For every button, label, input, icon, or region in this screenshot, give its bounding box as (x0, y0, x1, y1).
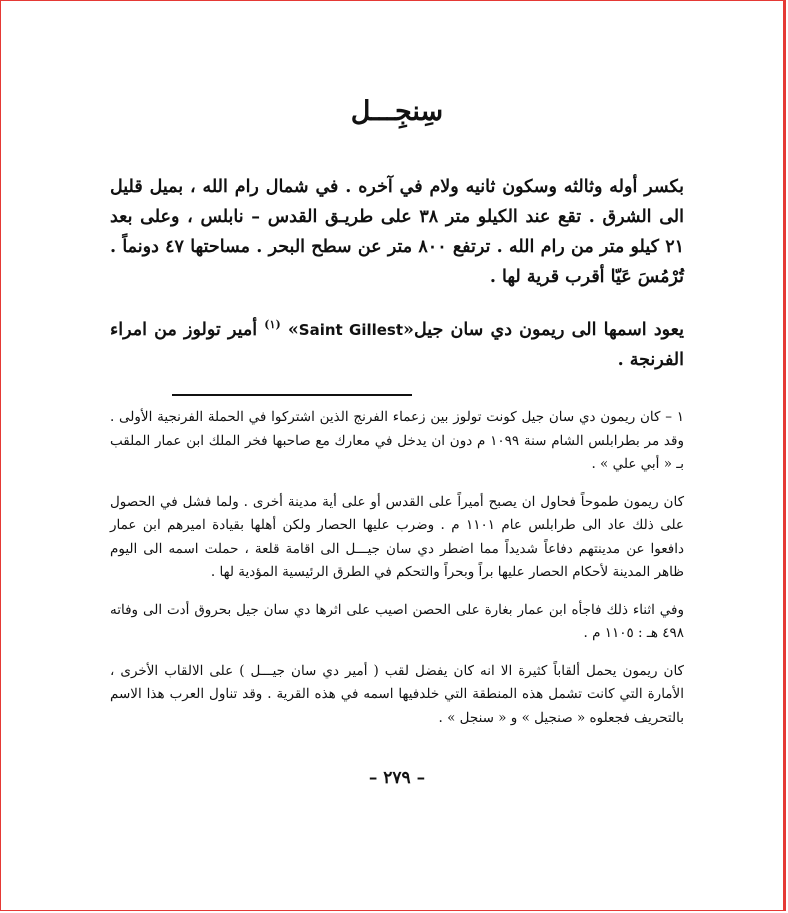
name-origin-paragraph (110, 310, 684, 375)
origin-latin-name: Saint Gillest (298, 320, 404, 339)
intro-paragraph (110, 172, 684, 292)
intro-text: بكسر أوله وثالثه وسكون ثانيه ولام في آخره . في شمال رام الله ، بميل قليل الى الشرق . تقع عند الكيلو متر ٣٨ على طريـق القدس – نابلس ، وعلى بعد ٢١ كيلو متر من رام الله . ترتفع ٨٠٠ متر عن سطح البحر . مساحتها ٤٧ دونماً . تُرْمُسَ عَيّا أقرب قرية لها . (110, 177, 685, 287)
footnote-paragraph: وفي اثناء ذلك فاجأه ابن عمار بغارة على الحصن اصيب على اثرها دي سان جيل بحروق أدت الى وفاته ٤٩٨ هـ : ١١٠٥ م . (110, 601, 684, 641)
page-border-right (783, 0, 786, 911)
footnotes (110, 406, 684, 744)
document-page (110, 0, 684, 913)
footnote-separator (172, 394, 412, 396)
footnote-paragraph: كان ريمون يحمل ألقاباً كثيرة الا انه كان يفضل لقب ( أمير دي سان جيـــل ) على الالقاب الأخرى ، الأمارة التي كانت تشمل هذه المنطقة التي خلدفيها اسمه في هذه القرية . وقد تناول العرب هذا الاسم بالتحريف فجعلوه « صنجيل » و « سنجل » . (110, 662, 684, 726)
footnote-paragraph: ١ – كان ريمون دي سان جيل كونت تولوز بين زعماء الفرنج الذين اشتركوا في الحملة الفرنجية الأولى . وقد مر بطرابلس الشام سنة ١٠٩٩ م دون ان يدخل في معارك مع صاحبها فخر الملك ابن عمار الملقب بـ « أبي علي » . (110, 409, 684, 472)
origin-text-after: أمير تولوز من امراء الفرنجة . (110, 319, 684, 370)
page-title: سِنجِـــل (350, 96, 444, 127)
page-number: – ٢٧٩ – (368, 768, 426, 788)
footnote-marker: (١) (264, 318, 281, 331)
origin-text-before: يعود اسمها الى ريمون دي سان جيل« (403, 319, 684, 340)
footnote-paragraph: كان ريمون طموحاً فحاول ان يصبح أميراً على القدس أو على أية مدينة أخرى . ولما فشل في الحصول على ذلك عاد الى طرابلس عام ١١٠١ م . وضرب عليها الحصار ولكن أهلها بقيادة اميرهم ابن عمار دافعوا عن مدينتهم دفاعاً شديداً مما اضطر دي سان جيـــل الى اقامة قلعة ، حملت اسمه الى اليوم ظاهر المدينة لأحكام الحصار عليها براً وبحراً والتحكم في الطرق الرئيسية المؤدية لها . (110, 493, 684, 580)
origin-quote-mark: » (280, 319, 299, 340)
origin-text (110, 310, 684, 375)
